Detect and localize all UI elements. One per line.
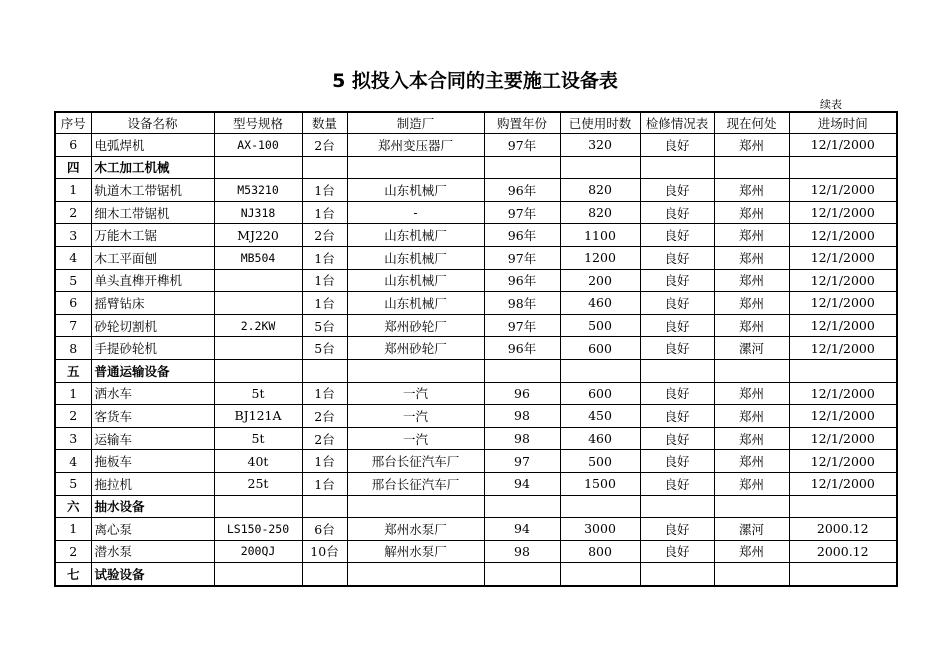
cell-entry: 12/1/2000 xyxy=(789,337,897,360)
cell-no: 8 xyxy=(55,337,91,360)
cell-status: 良好 xyxy=(640,314,714,337)
cell-year: 96年 xyxy=(484,337,560,360)
cell-name: 木工加工机械 xyxy=(91,156,214,179)
cell-name: 万能木工锯 xyxy=(91,224,214,247)
table-row xyxy=(55,472,897,495)
cell-location: 郑州 xyxy=(714,314,789,337)
cell-hours: 450 xyxy=(560,405,640,428)
table-row xyxy=(55,405,897,428)
cell-hours: 1200 xyxy=(560,246,640,269)
cell-maker: - xyxy=(347,201,484,224)
table-row xyxy=(55,337,897,360)
cell-year: 98 xyxy=(484,540,560,563)
cell-entry: 12/1/2000 xyxy=(789,201,897,224)
cell-no: 2 xyxy=(55,405,91,428)
table-row xyxy=(55,292,897,315)
cell-hours: 320 xyxy=(560,134,640,157)
cell-hours: 500 xyxy=(560,450,640,473)
cell-name: 砂轮切割机 xyxy=(91,314,214,337)
cell-entry: 12/1/2000 xyxy=(789,427,897,450)
cell-hours: 820 xyxy=(560,179,640,202)
cell-location: 郑州 xyxy=(714,450,789,473)
cell-status: 良好 xyxy=(640,540,714,563)
cell-no: 4 xyxy=(55,450,91,473)
cell-hours xyxy=(560,156,640,179)
column-header-hours: 已使用时数 xyxy=(560,112,640,134)
section-row xyxy=(55,359,897,382)
cell-name: 离心泵 xyxy=(91,518,214,541)
cell-entry: 12/1/2000 xyxy=(789,224,897,247)
cell-status: 良好 xyxy=(640,224,714,247)
cell-hours xyxy=(560,359,640,382)
cell-location: 郑州 xyxy=(714,292,789,315)
cell-model xyxy=(214,359,302,382)
cell-name: 客货车 xyxy=(91,405,214,428)
cell-name: 木工平面刨 xyxy=(91,246,214,269)
cell-qty: 6台 xyxy=(302,518,347,541)
cell-maker: 一汽 xyxy=(347,427,484,450)
cell-status: 良好 xyxy=(640,292,714,315)
cell-qty: 2台 xyxy=(302,224,347,247)
column-header-name: 设备名称 xyxy=(91,112,214,134)
cell-entry: 2000.12 xyxy=(789,518,897,541)
cell-hours: 500 xyxy=(560,314,640,337)
cell-qty: 1台 xyxy=(302,269,347,292)
column-header-model: 型号规格 xyxy=(214,112,302,134)
cell-location: 郑州 xyxy=(714,179,789,202)
cell-hours: 1500 xyxy=(560,472,640,495)
cell-entry: 12/1/2000 xyxy=(789,472,897,495)
cell-qty: 1台 xyxy=(302,472,347,495)
cell-year: 96年 xyxy=(484,224,560,247)
cell-location: 郑州 xyxy=(714,246,789,269)
table-row xyxy=(55,201,897,224)
cell-qty: 2台 xyxy=(302,405,347,428)
cell-maker: 山东机械厂 xyxy=(347,269,484,292)
cell-qty xyxy=(302,156,347,179)
cell-status: 良好 xyxy=(640,269,714,292)
cell-qty: 10台 xyxy=(302,540,347,563)
cell-qty: 1台 xyxy=(302,450,347,473)
cell-qty xyxy=(302,563,347,586)
cell-hours: 820 xyxy=(560,201,640,224)
cell-status: 良好 xyxy=(640,518,714,541)
cell-location: 漯河 xyxy=(714,337,789,360)
cell-model: LS150-250 xyxy=(214,518,302,541)
cell-entry xyxy=(789,359,897,382)
cell-no: 6 xyxy=(55,134,91,157)
cell-no: 1 xyxy=(55,382,91,405)
cell-location xyxy=(714,563,789,586)
cell-hours: 1100 xyxy=(560,224,640,247)
table-row xyxy=(55,314,897,337)
cell-name: 抽水设备 xyxy=(91,495,214,518)
cell-maker: 一汽 xyxy=(347,382,484,405)
cell-name: 洒水车 xyxy=(91,382,214,405)
cell-maker: 郑州砂轮厂 xyxy=(347,314,484,337)
cell-model: 200QJ xyxy=(214,540,302,563)
cell-name: 电弧焊机 xyxy=(91,134,214,157)
cell-no: 5 xyxy=(55,269,91,292)
cell-entry: 12/1/2000 xyxy=(789,405,897,428)
cell-year: 96年 xyxy=(484,179,560,202)
cell-no: 5 xyxy=(55,472,91,495)
cell-model: BJ121A xyxy=(214,405,302,428)
column-header-year: 购置年份 xyxy=(484,112,560,134)
cell-location: 漯河 xyxy=(714,518,789,541)
cell-model xyxy=(214,495,302,518)
cell-entry xyxy=(789,563,897,586)
cell-model: 5t xyxy=(214,427,302,450)
cell-qty: 5台 xyxy=(302,337,347,360)
cell-maker xyxy=(347,495,484,518)
equipment-table xyxy=(54,111,898,587)
cell-maker xyxy=(347,359,484,382)
cell-entry: 12/1/2000 xyxy=(789,269,897,292)
column-header-location: 现在何处 xyxy=(714,112,789,134)
column-header-maker: 制造厂 xyxy=(347,112,484,134)
cell-hours: 600 xyxy=(560,382,640,405)
cell-hours: 460 xyxy=(560,427,640,450)
cell-name: 细木工带锯机 xyxy=(91,201,214,224)
cell-model xyxy=(214,156,302,179)
cell-no: 3 xyxy=(55,224,91,247)
cell-location xyxy=(714,495,789,518)
cell-name: 摇臂钻床 xyxy=(91,292,214,315)
cell-name: 轨道木工带锯机 xyxy=(91,179,214,202)
cell-location: 郑州 xyxy=(714,269,789,292)
cell-entry: 12/1/2000 xyxy=(789,292,897,315)
page-title: 5 拟投入本合同的主要施工设备表 xyxy=(332,70,618,92)
cell-status: 良好 xyxy=(640,472,714,495)
cell-status: 良好 xyxy=(640,134,714,157)
cell-no: 2 xyxy=(55,540,91,563)
cell-location: 郑州 xyxy=(714,427,789,450)
cell-location: 郑州 xyxy=(714,540,789,563)
cell-status xyxy=(640,156,714,179)
cell-year: 98 xyxy=(484,427,560,450)
cell-qty: 2台 xyxy=(302,427,347,450)
cell-hours: 460 xyxy=(560,292,640,315)
cell-model: 40t xyxy=(214,450,302,473)
cell-location xyxy=(714,156,789,179)
cell-model: 5t xyxy=(214,382,302,405)
cell-no: 6 xyxy=(55,292,91,315)
table-row xyxy=(55,134,897,157)
cell-year xyxy=(484,563,560,586)
cell-status: 良好 xyxy=(640,246,714,269)
cell-entry: 12/1/2000 xyxy=(789,246,897,269)
column-header-no: 序号 xyxy=(55,112,91,134)
cell-qty: 1台 xyxy=(302,382,347,405)
table-row xyxy=(55,427,897,450)
cell-model: 2.2KW xyxy=(214,314,302,337)
cell-location: 郑州 xyxy=(714,224,789,247)
cell-hours xyxy=(560,563,640,586)
cell-model xyxy=(214,563,302,586)
cell-location xyxy=(714,359,789,382)
cell-name: 拖板车 xyxy=(91,450,214,473)
cell-year: 96年 xyxy=(484,269,560,292)
cell-maker: 邢台长征汽车厂 xyxy=(347,450,484,473)
cell-qty: 5台 xyxy=(302,314,347,337)
cell-year: 94 xyxy=(484,518,560,541)
cell-model: AX-100 xyxy=(214,134,302,157)
cell-qty xyxy=(302,495,347,518)
cell-maker: 山东机械厂 xyxy=(347,224,484,247)
table-row xyxy=(55,450,897,473)
cell-year xyxy=(484,156,560,179)
cell-year xyxy=(484,495,560,518)
cell-year: 97年 xyxy=(484,134,560,157)
cell-status: 良好 xyxy=(640,405,714,428)
cell-no: 3 xyxy=(55,427,91,450)
table-body xyxy=(55,134,897,586)
cell-qty: 1台 xyxy=(302,246,347,269)
cell-hours: 3000 xyxy=(560,518,640,541)
cell-maker xyxy=(347,563,484,586)
cell-model xyxy=(214,269,302,292)
cell-maker: 郑州水泵厂 xyxy=(347,518,484,541)
cell-entry: 12/1/2000 xyxy=(789,134,897,157)
cell-location: 郑州 xyxy=(714,472,789,495)
cell-hours: 800 xyxy=(560,540,640,563)
cell-name: 普通运输设备 xyxy=(91,359,214,382)
cell-year: 98年 xyxy=(484,292,560,315)
cell-status xyxy=(640,359,714,382)
cell-hours: 200 xyxy=(560,269,640,292)
table-row xyxy=(55,269,897,292)
cell-model: MJ220 xyxy=(214,224,302,247)
cell-entry: 12/1/2000 xyxy=(789,179,897,202)
section-row xyxy=(55,495,897,518)
cell-status: 良好 xyxy=(640,201,714,224)
table-row xyxy=(55,224,897,247)
cell-qty xyxy=(302,359,347,382)
cell-qty: 1台 xyxy=(302,179,347,202)
cell-no: 2 xyxy=(55,201,91,224)
cell-qty: 1台 xyxy=(302,201,347,224)
cell-status: 良好 xyxy=(640,427,714,450)
cell-maker: 郑州变压器厂 xyxy=(347,134,484,157)
cell-model: 25t xyxy=(214,472,302,495)
cell-entry: 12/1/2000 xyxy=(789,314,897,337)
cell-no: 五 xyxy=(55,359,91,382)
cell-name: 手提砂轮机 xyxy=(91,337,214,360)
section-row xyxy=(55,156,897,179)
cell-name: 运输车 xyxy=(91,427,214,450)
cell-no: 1 xyxy=(55,518,91,541)
cell-entry: 12/1/2000 xyxy=(789,450,897,473)
cell-year: 96 xyxy=(484,382,560,405)
cell-year: 97年 xyxy=(484,201,560,224)
cell-model xyxy=(214,292,302,315)
cell-model: M53210 xyxy=(214,179,302,202)
cell-maker: 解州水泵厂 xyxy=(347,540,484,563)
cell-year: 97年 xyxy=(484,314,560,337)
cell-year: 98 xyxy=(484,405,560,428)
cell-no: 七 xyxy=(55,563,91,586)
cell-model: MB504 xyxy=(214,246,302,269)
cell-hours xyxy=(560,495,640,518)
cell-location: 郑州 xyxy=(714,405,789,428)
cell-qty: 1台 xyxy=(302,292,347,315)
cell-hours: 600 xyxy=(560,337,640,360)
cell-qty: 2台 xyxy=(302,134,347,157)
cell-maker: 山东机械厂 xyxy=(347,246,484,269)
table-row xyxy=(55,246,897,269)
cell-model xyxy=(214,337,302,360)
cell-model: NJ318 xyxy=(214,201,302,224)
cell-maker xyxy=(347,156,484,179)
cell-location: 郑州 xyxy=(714,382,789,405)
cell-entry: 2000.12 xyxy=(789,540,897,563)
cell-no: 1 xyxy=(55,179,91,202)
cell-status xyxy=(640,563,714,586)
cell-status: 良好 xyxy=(640,179,714,202)
continued-label: 续表 xyxy=(820,98,842,111)
section-row xyxy=(55,563,897,586)
cell-maker: 一汽 xyxy=(347,405,484,428)
cell-name: 单头直榫开榫机 xyxy=(91,269,214,292)
cell-no: 4 xyxy=(55,246,91,269)
cell-name: 拖拉机 xyxy=(91,472,214,495)
cell-status xyxy=(640,495,714,518)
cell-location: 郑州 xyxy=(714,134,789,157)
column-header-entry: 进场时间 xyxy=(789,112,897,134)
cell-name: 潜水泵 xyxy=(91,540,214,563)
table-row xyxy=(55,179,897,202)
cell-status: 良好 xyxy=(640,337,714,360)
cell-maker: 郑州砂轮厂 xyxy=(347,337,484,360)
cell-maker: 山东机械厂 xyxy=(347,292,484,315)
column-header-status: 检修情况表 xyxy=(640,112,714,134)
cell-year: 97 xyxy=(484,450,560,473)
header-row xyxy=(55,112,897,134)
cell-maker: 邢台长征汽车厂 xyxy=(347,472,484,495)
cell-entry xyxy=(789,495,897,518)
cell-year: 97年 xyxy=(484,246,560,269)
cell-no: 7 xyxy=(55,314,91,337)
cell-year xyxy=(484,359,560,382)
cell-status: 良好 xyxy=(640,450,714,473)
table-row xyxy=(55,540,897,563)
cell-entry xyxy=(789,156,897,179)
table-row xyxy=(55,382,897,405)
cell-year: 94 xyxy=(484,472,560,495)
cell-location: 郑州 xyxy=(714,201,789,224)
cell-status: 良好 xyxy=(640,382,714,405)
cell-entry: 12/1/2000 xyxy=(789,382,897,405)
cell-no: 六 xyxy=(55,495,91,518)
cell-name: 试验设备 xyxy=(91,563,214,586)
column-header-qty: 数量 xyxy=(302,112,347,134)
table-row xyxy=(55,518,897,541)
cell-maker: 山东机械厂 xyxy=(347,179,484,202)
cell-no: 四 xyxy=(55,156,91,179)
